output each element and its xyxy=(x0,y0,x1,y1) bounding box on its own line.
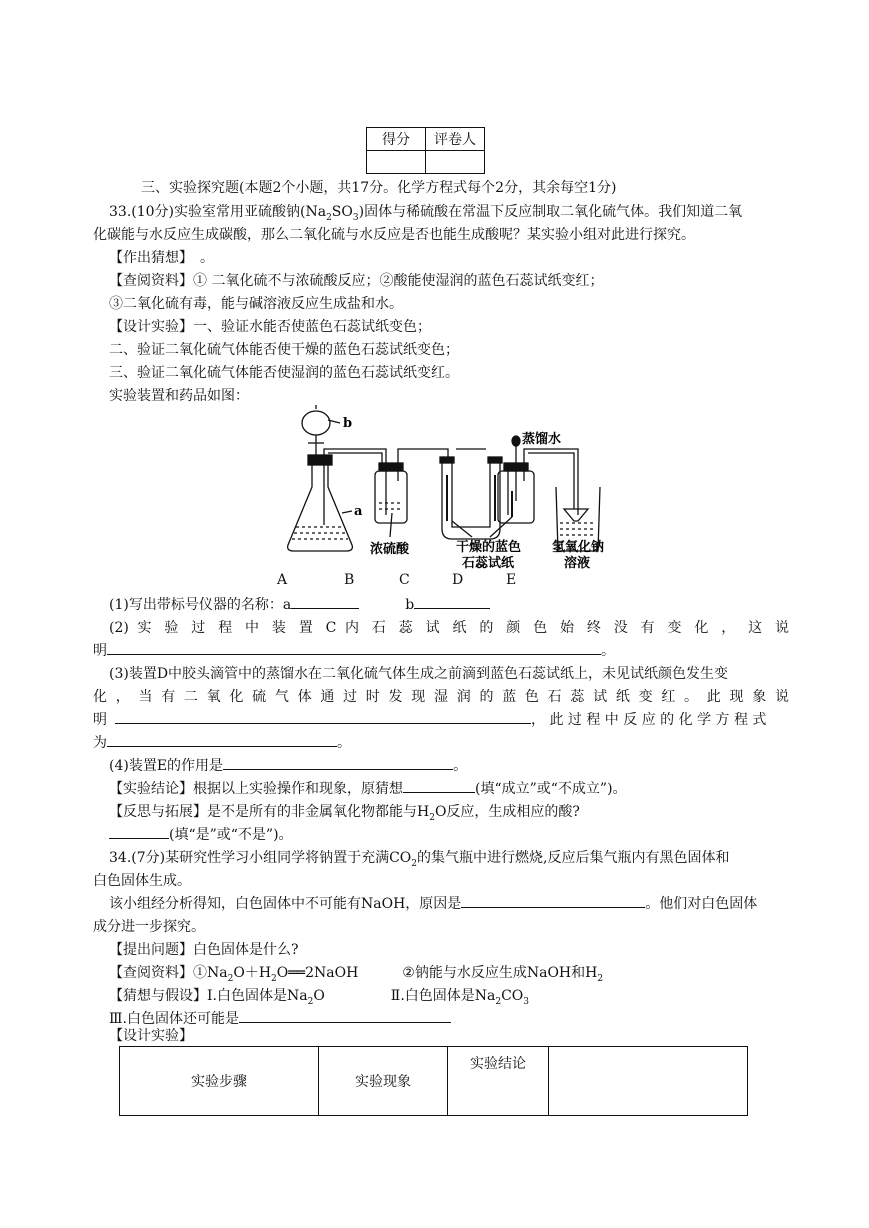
table-empty-cell[interactable] xyxy=(549,1047,748,1116)
grader-header: 评卷人 xyxy=(426,128,485,151)
apparatus-letter-c: C xyxy=(399,572,410,588)
apparatus-letter-b: B xyxy=(344,572,355,588)
label-a-leader xyxy=(342,511,352,513)
grader-cell xyxy=(426,151,485,174)
q33-intro-line2: 化碳能与水反应生成碳酸，那么二氧化硫与水反应是否也能生成酸呢？某实验小组对此进行探究。 xyxy=(93,227,695,243)
section-title: 三、实验探究题(本题2个小题，共17分。化学方程式每个2分，其余每空1分) xyxy=(141,180,617,196)
q34-question: 【提出问题】白色固体是什么? xyxy=(109,942,299,958)
q33-design-2: 二、验证二氧化硫气体能否使干燥的蓝色石蕊试纸变色； xyxy=(109,342,459,358)
score-header: 得分 xyxy=(367,128,426,151)
q33-conclusion: 【实验结论】根据以上实验操作和现象，原猜想 (填“成立”或“不成立”)。 xyxy=(109,778,627,800)
label-dry-paper-1: 干燥的蓝色 xyxy=(456,540,522,555)
label-water: 蒸馏水 xyxy=(522,432,562,447)
q33-reflect: 【反思与拓展】是不是所有的非金属氧化物都能与$H_2O$反应，生成相应的酸? xyxy=(109,804,580,823)
label-dry-paper-2: 石蕊试纸 xyxy=(462,556,515,571)
q33-part3-line3: 明 ， 此 过 程 中 反 应 的 化 学 方 程 式 xyxy=(93,709,789,731)
q34-hypothesis: 【猜想与假设】Ⅰ.白色固体是$Na_2O$ Ⅱ.白色固体是$Na_2CO_3$ xyxy=(109,988,530,1007)
q33-part4: (4)装置E的作用是 。 xyxy=(109,755,467,777)
answer-blank-part4[interactable] xyxy=(223,755,453,770)
q34-design: 【设计实验】 xyxy=(109,1028,193,1044)
score-cell xyxy=(367,151,426,174)
label-naoh-2: 溶液 xyxy=(564,556,591,571)
q33-part3-line2: 化 ， 当 有 二 氧 化 硫 气 体 通 过 时 发 现 湿 润 的 蓝 色 石 蕊 试 纸 变 红 。 此 现 象 说 xyxy=(93,689,789,705)
label-conc-acid: 浓硫酸 xyxy=(370,542,410,557)
answer-blank-hypothesis-3[interactable] xyxy=(239,1008,451,1023)
label-a: a xyxy=(354,504,363,519)
apparatus-letter-d: D xyxy=(452,572,464,588)
answer-blank-reflect[interactable] xyxy=(109,824,169,839)
experiment-design-table xyxy=(119,1046,748,1116)
label-naoh-1: 氢氧化钠 xyxy=(552,540,605,555)
table-header-steps: 实验步骤 xyxy=(120,1047,319,1116)
table-header-conclusion: 实验结论 xyxy=(448,1047,549,1116)
q33-part3-line4: 为 。 xyxy=(93,732,351,754)
label-b: b xyxy=(343,416,353,431)
answer-blank-naoh-reason[interactable] xyxy=(461,893,645,908)
q33-fill: (填“是”或“不是”)。 xyxy=(109,824,293,846)
answer-blank-conclusion[interactable] xyxy=(403,778,475,793)
q33-intro-line1: 33.(10分)实验室常用亚硫酸钠$(Na_2SO_3)$固体与稀硫酸在常温下反应制取二氧化硫气体。我们知道二氧 xyxy=(109,204,743,223)
q34-reference: 【查阅资料】$①Na_2O+H_2O══2NaOH$ ②钠能与水反应生成NaOH和$H_2$ xyxy=(109,965,604,984)
score-table xyxy=(366,127,485,174)
answer-blank-b[interactable] xyxy=(414,594,490,609)
q33-design-3: 三、验证二氧化硫气体能否使湿润的蓝色石蕊试纸变红。 xyxy=(109,365,459,381)
table-header-phenomena: 实验现象 xyxy=(319,1047,448,1116)
answer-blank-part2[interactable] xyxy=(107,640,601,655)
q34-hypothesis-3: Ⅲ.白色固体还可能是 xyxy=(109,1008,451,1030)
q33-part2-line1: (2) 实 验 过 程 中 装 置 C 内 石 蕊 试 纸 的 颜 色 始 终 没 有 变 化 ， 这 说 xyxy=(109,620,789,636)
q33-part2-line2: 明 。 xyxy=(93,640,615,662)
q34-analysis-line2: 成分进一步探究。 xyxy=(93,919,205,935)
apparatus-letter-a: A xyxy=(277,572,288,588)
q33-part3-line1: (3)装置D中胶头滴管中的蒸馏水在二氧化硫气体生成之前滴到蓝色石蕊试纸上，未见试纸颜色发生变 xyxy=(109,666,729,682)
dropper-bulb xyxy=(512,436,520,446)
q34-intro-line2: 白色固体生成。 xyxy=(93,873,191,889)
separatory-funnel xyxy=(302,411,330,435)
bottle-b xyxy=(375,471,407,523)
q33-guess: 【作出猜想】 。 xyxy=(109,250,214,266)
flask-a xyxy=(288,463,353,551)
q33-part1: (1)写出带标号仪器的名称：a b xyxy=(109,594,490,616)
q34-analysis-line1: 该小组经分析得知，白色固体中不可能有NaOH，原因是 。他们对白色固体 xyxy=(109,893,757,915)
apparatus-diagram xyxy=(280,405,610,585)
answer-blank-part3-phenomenon[interactable] xyxy=(115,709,531,724)
answer-blank-a[interactable] xyxy=(291,594,359,609)
q33-reference-1: 【查阅资料】① 二氧化硫不与浓硫酸反应；②酸能使湿润的蓝色石蕊试纸变红； xyxy=(109,273,604,289)
q33-apparatus-intro: 实验装置和药品如图： xyxy=(109,388,249,404)
apparatus-letter-e: E xyxy=(506,572,517,588)
q34-intro-line1: 34.(7分)某研究性学习小组同学将钠置于充满$CO_2$的集气瓶中进行燃烧,反应后集气瓶内有黑色固体和 xyxy=(109,850,730,869)
q33-reference-2: ③二氧化硫有毒，能与碱溶液反应生成盐和水。 xyxy=(109,296,403,312)
q33-design-1: 【设计实验】一、验证水能否使蓝色石蕊试纸变色； xyxy=(109,319,431,335)
answer-blank-part3-equation[interactable] xyxy=(107,732,337,747)
